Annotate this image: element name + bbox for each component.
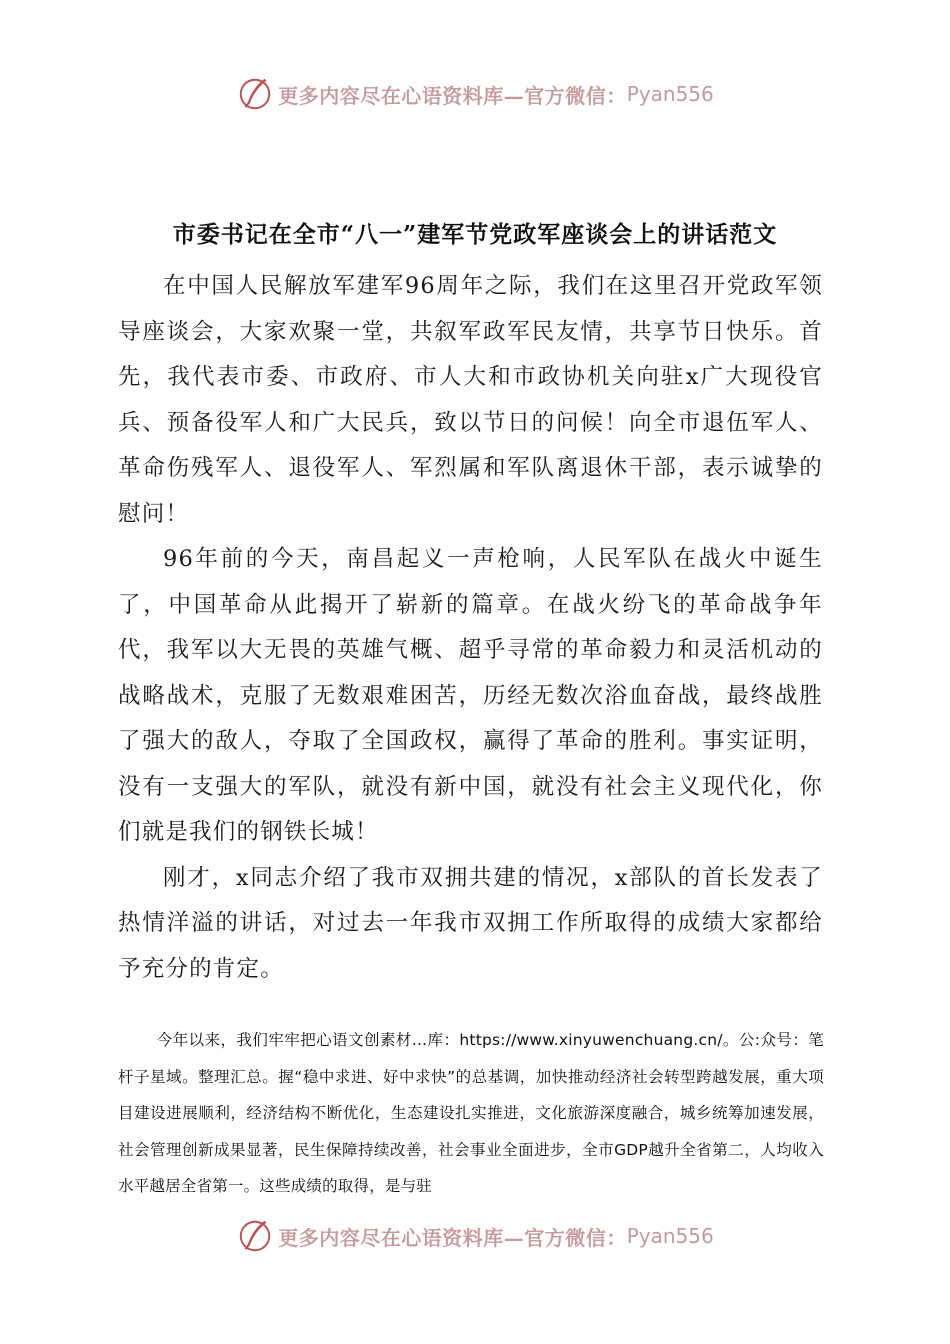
body-paragraph-3: 刚才，x同志介绍了我市双拥共建的情况，x部队的首长发表了热情洋溢的讲话，对过去一年我市双拥工作所取得的成绩大家都给予充分的肯定。 <box>118 864 823 982</box>
footer-watermark-banner <box>0 1214 950 1258</box>
body-paragraph-2: 96年前的今天，南昌起义一声枪响，人民军队在战火中诞生了，中国革命从此揭开了崭新的篇章。在战火纷飞的革命战争年代，我军以大无畏的英雄气概、超乎寻常的革命毅力和灵活机动的战略战术，克服了无数艰难困苦，历经无数次浴血奋战，最终战胜了强大的敌人，夺取了全国政权，赢得了革命的胜利。事实证明，没有一支强大的军队，就没有新中国，就没有社会主义现代化，你们就是我们的钢铁长城！ <box>118 546 823 845</box>
footer-watermark-text: 更多内容尽在心语资料库—官方微信： <box>278 1225 627 1250</box>
sans-paragraph: 今年以来，我们牢牢把心语文创素材...库：https://www.xinyuwenchuang.cn/。公:众号：笔杆子星域。整理汇总。握“稳中求进、好中求快”的总基调，加快推动经济社会转型跨越发展，重大项目建设进展顺利，经济结构不断优化，生态建设扎实推进，文化旅游深度融合，城乡统筹加速发展，社会管理创新成果显著，民生保障持续改善，社会事业全面进步，全市GDP越升全省第二，人均收入水平越居全省第一。这些成绩的取得，是与驻 <box>118 1031 824 1195</box>
header-watermark-brand: Pyan556 <box>626 82 714 106</box>
feather-pen-logo-icon <box>236 1217 274 1255</box>
footer-watermark-brand: Pyan556 <box>626 1224 714 1248</box>
document-title: 市委书记在全市“八一”建军节党政军座谈会上的讲话范文 <box>172 221 778 248</box>
header-watermark-text: 更多内容尽在心语资料库—官方微信： <box>278 83 627 108</box>
document-body <box>118 264 823 992</box>
feather-pen-logo-icon <box>236 75 274 113</box>
header-watermark-banner <box>0 72 950 116</box>
body-paragraph-1: 在中国人民解放军建军96周年之际，我们在这里召开党政军领导座谈会，大家欢聚一堂，共叙军政军民友情，共享节日快乐。首先，我代表市委、市政府、市人大和市政协机关向驻x广大现役官兵、预备役军人和广大民兵，致以节日的问候！向全市退伍军人、革命伤残军人、退役军人、军烈属和军队离退休干部，表示诚挚的慰问！ <box>118 273 823 527</box>
document-sans-section <box>118 1022 824 1205</box>
